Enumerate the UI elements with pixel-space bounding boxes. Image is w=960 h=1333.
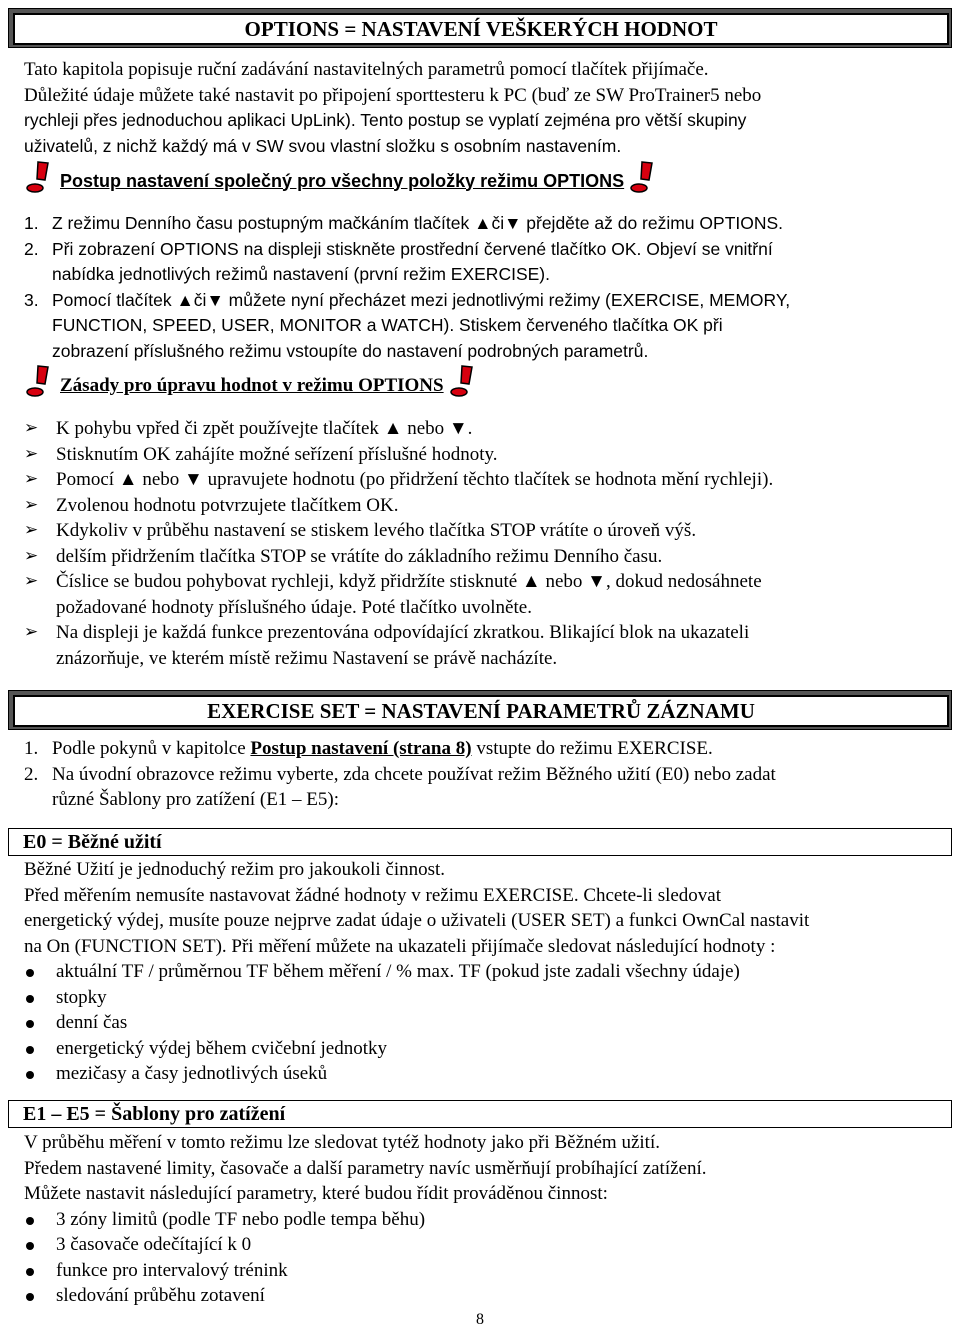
bullet-dot-icon xyxy=(26,1217,34,1225)
rule-text: Číslice se budou pohybovat rychleji, když přidržíte stisknuté ▲ nebo ▼, dokud nedosáhnete xyxy=(56,571,762,592)
exercise-section-title: EXERCISE SET = NASTAVENÍ PARAMETRŮ ZÁZNAMU xyxy=(13,695,949,727)
e1-bullet xyxy=(24,1207,944,1233)
e0-bullet xyxy=(24,1010,944,1036)
exercise-step xyxy=(24,736,944,762)
exclamation-marker-icon xyxy=(24,160,54,194)
step-text: nabídka jednotlivých režimů nastavení (první režim EXERCISE). xyxy=(52,264,550,284)
arrow-bullet-icon: ➢ xyxy=(24,494,39,515)
intro-paragraph xyxy=(24,57,944,159)
step-text: vstupte do režimu EXERCISE. xyxy=(471,738,713,759)
procedure-steps xyxy=(24,211,944,364)
rule-item xyxy=(24,442,944,468)
procedure-heading: Postup nastavení společný pro všechny položky režimu OPTIONS xyxy=(60,170,625,191)
e1-line: Můžete nastavit následující parametry, které budou řídit prováděnou činnost: xyxy=(24,1183,608,1204)
chapter-reference-link[interactable]: Postup nastavení (strana 8) xyxy=(250,738,472,759)
e1-bullet xyxy=(24,1283,944,1309)
rule-text: znázorňuje, ve kterém místě režimu Nastavení se právě nacházíte. xyxy=(56,647,558,669)
bullet-dot-icon xyxy=(26,1242,34,1250)
bullet-dot-icon xyxy=(26,1020,34,1028)
exclamation-marker-icon xyxy=(448,364,478,398)
e1-bullet xyxy=(24,1258,944,1284)
rule-item xyxy=(24,620,944,671)
rule-item xyxy=(24,493,944,519)
e0-title: E0 = Běžné užití xyxy=(23,831,162,853)
arrow-bullet-icon: ➢ xyxy=(24,418,39,438)
arrow-bullet-icon: ➢ xyxy=(24,545,39,566)
arrow-bullet-icon: ➢ xyxy=(24,571,39,591)
intro-line: Tato kapitola popisuje ruční zadávání nastavitelných parametrů pomocí tlačítek přijímače. xyxy=(24,59,709,80)
bullet-text: sledování průběhu zotavení xyxy=(56,1285,265,1306)
step-text: Z režimu Denního času postupným mačkáním tlačítek ▲či▼ přejděte až do režimu OPTIONS. xyxy=(52,213,784,233)
intro-line: rychleji přes jednoduchou aplikaci UpLink). Tento postup se vyplatí zejména pro větší skupiny xyxy=(24,110,747,130)
bullet-text: denní čas xyxy=(56,1012,128,1033)
step-text: Pomocí tlačítek ▲či▼ můžete nyní přecházet mezi jednotlivými režimy (EXERCISE, MEMORY, xyxy=(52,289,791,310)
options-section-title: OPTIONS = NASTAVENÍ VEŠKERÝCH HODNOT xyxy=(13,13,949,45)
bullet-text: 3 zóny limitů (podle TF nebo podle tempa běhu) xyxy=(56,1208,426,1230)
bullet-dot-icon xyxy=(26,1046,34,1054)
rule-item xyxy=(24,467,944,493)
e1-title: E1 – E5 = Šablony pro zatížení xyxy=(23,1103,286,1125)
exercise-step xyxy=(24,762,944,813)
e1-line: Předem nastavené limity, časovače a další parametry navíc usměrňují probíhající zatížení. xyxy=(24,1157,707,1179)
procedure-step xyxy=(24,211,944,237)
arrow-bullet-icon: ➢ xyxy=(24,469,39,489)
exclamation-marker-icon xyxy=(24,364,54,398)
step-text: různé Šablony pro zatížení (E1 – E5): xyxy=(52,789,340,810)
bullet-dot-icon xyxy=(26,995,34,1003)
e0-description xyxy=(24,857,944,1087)
e0-line: Před měřením nemusíte nastavovat žádné hodnoty v režimu EXERCISE. Chcete-li sledovat xyxy=(24,884,722,906)
step-number: 1. xyxy=(24,213,39,233)
rule-item xyxy=(24,544,944,570)
e0-title-box xyxy=(8,828,952,856)
step-number: 2. xyxy=(24,763,39,785)
exclamation-marker-icon xyxy=(628,160,658,194)
e1-bullet xyxy=(24,1232,944,1258)
e0-bullet xyxy=(24,1036,944,1062)
step-text: Na úvodní obrazovce režimu vyberte, zda chcete používat režim Běžného užití (E0) nebo zadat xyxy=(52,763,776,785)
e0-line: energetický výdej, musíte pouze nejprve zadat údaje o uživateli (USER SET) a funkci OwnCal nastavit xyxy=(24,910,810,931)
step-text: zobrazení příslušného režimu vstoupíte do nastavení podrobných parametrů. xyxy=(52,340,649,361)
step-text: FUNCTION, SPEED, USER, MONITOR a WATCH). Stiskem červeného tlačítka OK při xyxy=(52,315,723,335)
e1-title-box xyxy=(8,1100,952,1128)
exercise-section-banner xyxy=(8,690,952,730)
rule-text: Zvolenou hodnotu potvrzujete tlačítkem OK. xyxy=(56,494,399,516)
rules-heading-row xyxy=(24,364,478,398)
bullet-dot-icon xyxy=(26,1293,34,1301)
rule-item xyxy=(24,518,944,544)
intro-line: Důležité údaje můžete také nastavit po připojení sporttesteru k PC (buď ze SW ProTrainer5 nebo xyxy=(24,84,762,106)
options-section-banner xyxy=(8,8,952,48)
rules-heading: Zásady pro úpravu hodnot v režimu OPTIONS xyxy=(60,374,444,396)
rule-text: požadované hodnoty příslušného údaje. Poté tlačítko uvolněte. xyxy=(56,596,532,618)
rules-list xyxy=(24,416,944,671)
procedure-heading-row xyxy=(24,160,658,194)
bullet-dot-icon xyxy=(26,1071,34,1079)
rule-text: Kdykoliv v průběhu nastavení se stiskem levého tlačítka STOP vrátíte o úroveň výš. xyxy=(56,520,697,541)
e1-line: V průběhu měření v tomto režimu lze sledovat tytéž hodnoty jako při Běžném užití. xyxy=(24,1132,660,1153)
rule-text: Stisknutím OK zahájíte možné seřízení příslušné hodnoty. xyxy=(56,443,498,465)
procedure-step xyxy=(24,237,944,288)
bullet-text: mezičasy a časy jednotlivých úseků xyxy=(56,1063,328,1084)
arrow-bullet-icon: ➢ xyxy=(24,443,39,464)
bullet-text: stopky xyxy=(56,986,107,1008)
arrow-bullet-icon: ➢ xyxy=(24,520,39,540)
bullet-dot-icon xyxy=(26,969,34,977)
e1-description xyxy=(24,1130,944,1309)
exercise-steps xyxy=(24,736,944,813)
bullet-text: energetický výdej během cvičební jednotky xyxy=(56,1037,387,1059)
bullet-dot-icon xyxy=(26,1268,34,1276)
rule-text: delším přidržením tlačítka STOP se vrátíte do základního režimu Denního času. xyxy=(56,545,663,567)
e0-line: na On (FUNCTION SET). Při měření můžete na ukazateli přijímače sledovat následující hodnoty : xyxy=(24,935,776,957)
rule-text: K pohybu vpřed či zpět používejte tlačítek ▲ nebo ▼. xyxy=(56,418,473,439)
step-number: 1. xyxy=(24,738,39,759)
bullet-text: 3 časovače odečítající k 0 xyxy=(56,1234,252,1255)
rule-text: Pomocí ▲ nebo ▼ upravujete hodnotu (po přidržení těchto tlačítek se hodnota mění rychleji). xyxy=(56,469,774,490)
step-number: 3. xyxy=(24,289,39,310)
bullet-text: funkce pro intervalový trénink xyxy=(56,1259,288,1281)
e0-bullet xyxy=(24,985,944,1011)
step-text: Podle pokynů v kapitolce xyxy=(52,738,251,759)
rule-item xyxy=(24,416,944,442)
page-number: 8 xyxy=(476,1311,484,1328)
e0-bullet xyxy=(24,1061,944,1087)
step-text: Při zobrazení OPTIONS na displeji stiskněte prostřední červené tlačítko OK. Objeví se vnitřní xyxy=(52,238,773,259)
rule-item xyxy=(24,569,944,620)
procedure-step xyxy=(24,288,944,365)
step-number: 2. xyxy=(24,238,39,259)
rule-text: Na displeji je každá funkce prezentována odpovídající zkratkou. Blikající blok na ukazateli xyxy=(56,622,750,643)
e0-bullet xyxy=(24,959,944,985)
arrow-bullet-icon: ➢ xyxy=(24,622,39,642)
intro-line: uživatelů, z nichž každý má v SW svou vlastní složku s osobním nastavením. xyxy=(24,135,622,156)
bullet-text: aktuální TF / průměrnou TF během měření / % max. TF (pokud jste zadali všechny údaje) xyxy=(56,961,740,982)
e0-line: Běžné Užití je jednoduchý režim pro jakoukoli činnost. xyxy=(24,859,446,880)
